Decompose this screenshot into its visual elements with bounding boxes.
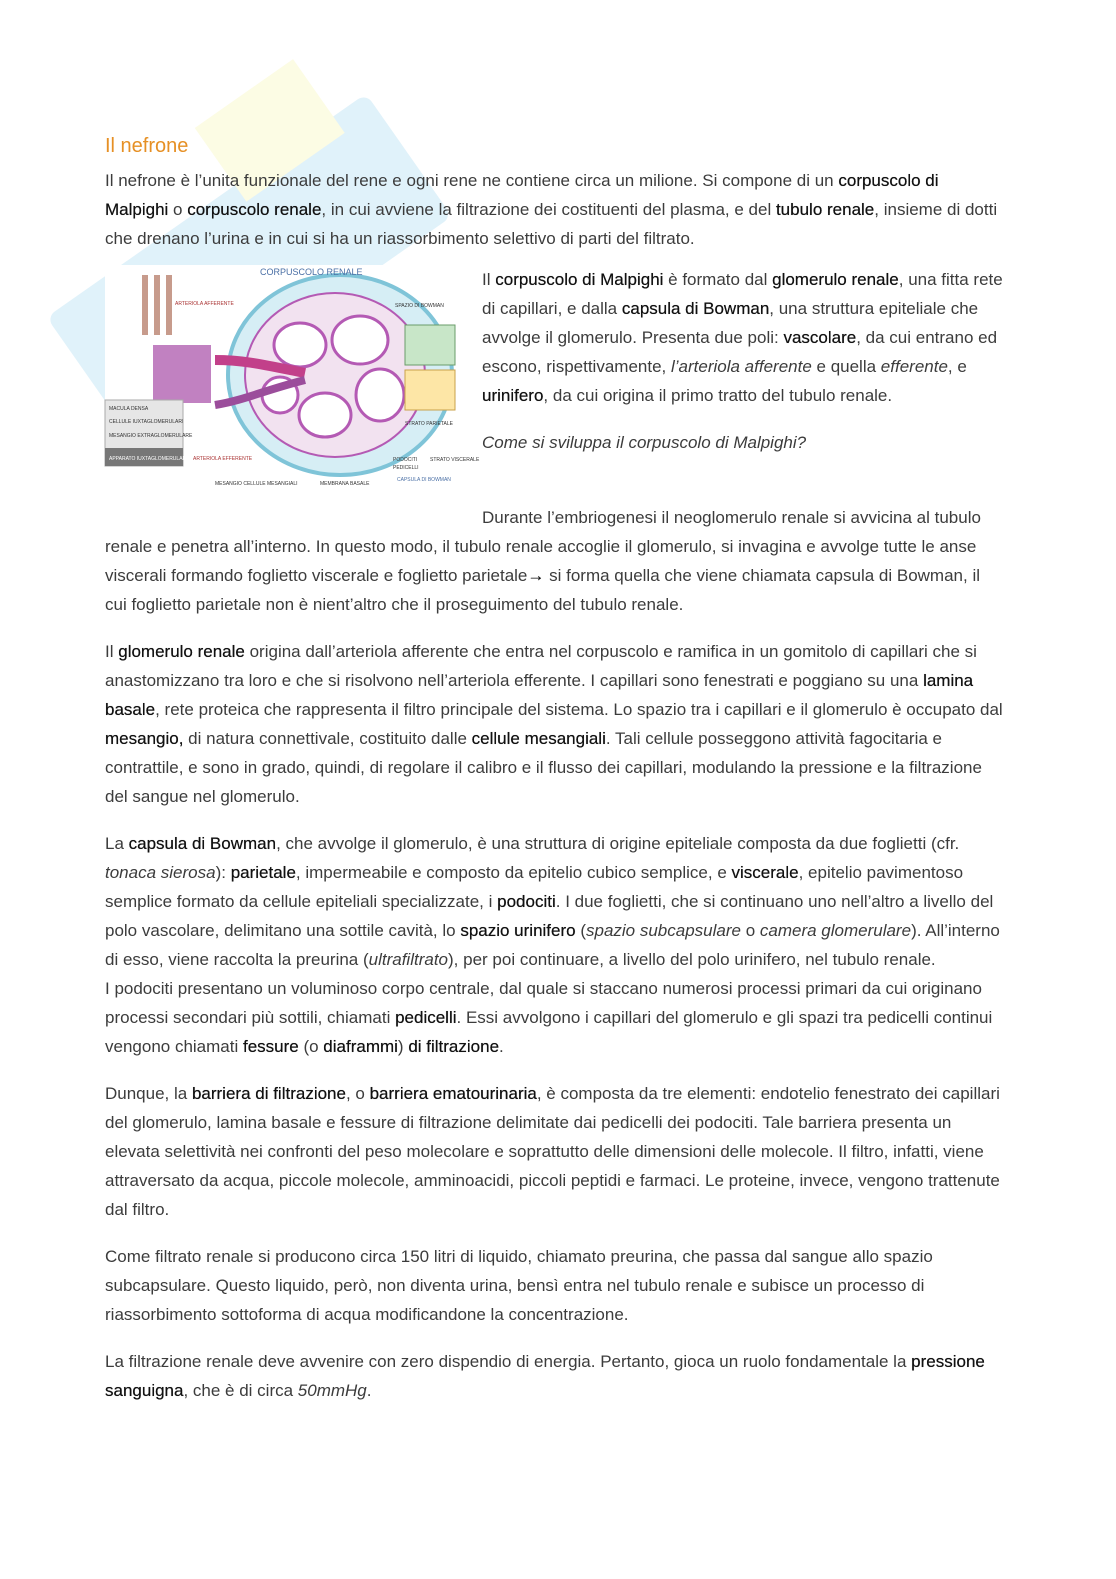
question-text: Come si sviluppa il corpuscolo di Malpighi? [482, 433, 807, 452]
label-macula: MACULA DENSA [109, 406, 149, 412]
podociti-segment: fessure [242, 1037, 299, 1056]
filtrato-paragraph [105, 1242, 1005, 1329]
capsula-segment: ). All’interno di esso, viene raccolta la preurina ( [105, 921, 1000, 969]
label-iuxtaglomerulari: CELLULE IUXTAGLOMERULARI [109, 419, 184, 425]
capsula-segment: ultrafiltrato [368, 950, 449, 969]
fig_para1-segment: , da cui entrano ed escono, rispettivamente, [482, 328, 998, 376]
label-mesangiali: MESANGIO CELLULE MESANGIALI [215, 481, 298, 487]
fig_para1-segment: , da cui origina il primo tratto del tubulo renale. [543, 386, 893, 405]
glomerulo-segment: mesangio, [105, 729, 184, 748]
energia-segment: La filtrazione renale deve avvenire con zero dispendio di energia. Pertanto, gioca un ruolo fondamentale la [105, 1352, 912, 1371]
barriera-segment: , o [345, 1084, 370, 1103]
label-viscerale: STRATO VISCERALE [430, 457, 480, 463]
label-spazio: SPAZIO DI BOWMAN [395, 303, 444, 309]
capsula-segment: parietale [230, 863, 296, 882]
filtrato-segment: Come filtrato renale si producono circa 150 litri di liquido, chiamato preurina, che passa dal sangue allo spazio subcapsulare. Questo liquido, però, non diventa urina, bensì entra nel tubulo renale e subisce un processo di riassorbimento sottoforma di acqua modificandone la concentrazione. [105, 1247, 933, 1324]
capsula-segment: ), per poi continuare, a livello del polo urinifero, nel tubulo renale. [448, 950, 936, 969]
label-membrana: MEMBRANA BASALE [320, 481, 370, 487]
capsula-segment: , epitelio pavimentoso semplice formato da cellule epiteliali specializzate, i [105, 863, 964, 911]
figure-side-text [482, 265, 1005, 457]
intro-segment: , insieme di dotti che drenano l’urina e in cui si ha un riassorbimento selettivo di parti del filtrato. [105, 200, 998, 248]
fig_para1-segment: capsula di Bowman [621, 299, 770, 318]
label-arteriola-efferente: ARTERIOLA EFFERENTE [193, 456, 253, 462]
fig_para1-segment: , una fitta rete di capillari, e dalla [482, 270, 1003, 318]
glomerulo-segment: Il [105, 642, 119, 661]
intro-segment: , in cui avviene la filtrazione dei costituenti del plasma, e del [321, 200, 776, 219]
fig_para1-segment: , una struttura epiteliale che avvolge il glomerulo. Presenta due poli: [482, 299, 979, 347]
label-arteriola-afferente: ARTERIOLA AFFERENTE [175, 301, 234, 307]
podociti-segment: I podociti presentano un voluminoso corpo centrale, dal quale si staccano numerosi processi primari da cui originano processi secondari più sottili, chiamati [105, 979, 982, 1027]
capsula-segment: ( [575, 921, 586, 940]
development-paragraph [105, 503, 1005, 619]
glomerulo-segment: glomerulo renale [118, 642, 245, 661]
renal-corpuscle-illustration [105, 265, 480, 495]
label-pedicelli: PEDICELLI [393, 465, 419, 471]
capsula-segment: . I due foglietti, che si continuano uno nell’altro a livello del polo vascolare, delimitano una sottile cavità, lo [105, 892, 994, 940]
fig_para1-segment: vascolare [783, 328, 857, 347]
glomerulo-segment: origina dall’arteriola afferente che entra nel corpuscolo e ramifica in un gomitolo di capillari che si anastomizzano tra loro e che si risolvono nell’arteriola efferente. I capillari sono fenestrati e poggiano su una [105, 642, 977, 690]
fig_para1-segment: efferente [880, 357, 948, 376]
document-page [105, 128, 1005, 1405]
podociti-segment: (o [298, 1037, 324, 1056]
label-parietale: STRATO PARIETALE [405, 421, 453, 427]
question-line [482, 428, 1005, 457]
capsula-segment: viscerale [731, 863, 799, 882]
capsula-segment: podociti [497, 892, 556, 911]
capsula-segment: o [740, 921, 760, 940]
podociti-segment: ) [397, 1037, 409, 1056]
development-segment: → [527, 566, 545, 585]
fig_para1-segment: e quella [811, 357, 881, 376]
glomerulo-paragraph [105, 637, 1005, 811]
podociti-paragraph [105, 974, 1005, 1061]
intro-segment: tubulo renale [775, 200, 875, 219]
podociti-segment: di filtrazione [408, 1037, 500, 1056]
podociti-segment: diaframmi [323, 1037, 398, 1056]
fig_para1-segment: urinifero [482, 386, 544, 405]
capsula-segment: La [105, 834, 129, 853]
fig_para1-segment: è formato dal [663, 270, 773, 289]
fig_para1-segment: , e [947, 357, 967, 376]
barriera-segment: barriera di filtrazione [191, 1084, 346, 1103]
glomerulo-segment: , rete proteica che rappresenta il filtro principale del sistema. Lo spazio tra i capillari e il glomerulo è occupato dal [155, 700, 1003, 719]
glomerulo-segment: di natura connettivale, costituito dalle [183, 729, 472, 748]
capsula-segment: spazio urinifero [460, 921, 576, 940]
label-corpuscolo: CORPUSCOLO RENALE [260, 267, 363, 277]
energia-segment: pressione sanguigna [105, 1352, 985, 1400]
development-segment: Durante l’embriogenesi il neoglomerulo renale si avvicina al tubulo renale e penetra all’interno. In questo modo, il tubulo renale accoglie il glomerulo, si invagina e avvolge tutte le anse viscerali formando foglietto viscerale e foglietto parietale [105, 508, 981, 585]
development-segment: si forma quella che viene chiamata capsula di Bowman, il cui foglietto parietale non è nient’altro che il proseguimento del tubulo renale. [105, 566, 980, 614]
intro-segment: o [168, 200, 188, 219]
capsula-segment: spazio subcapsulare [585, 921, 741, 940]
energia-segment: . [366, 1381, 372, 1400]
glomerulo-segment: cellule mesangiali [471, 729, 606, 748]
capsula-segment: , impermeabile e composto da epitelio cubico semplice, e [295, 863, 732, 882]
capsula-segment: , che avvolge il glomerulo, è una struttura di origine epiteliale composta da due foglietti (cfr. [276, 834, 960, 853]
energia-segment: 50mmHg [297, 1381, 367, 1400]
intro-segment: corpuscolo renale [187, 200, 322, 219]
capsula-segment: ): [215, 863, 231, 882]
barriera-paragraph [105, 1079, 1005, 1224]
podociti-segment: . Essi avvolgono i capillari del glomerulo e gli spazi tra pedicelli continui vengono chiamati [105, 1008, 993, 1056]
figure-section [105, 265, 1005, 505]
capsula-segment: camera glomerulare [759, 921, 912, 940]
capsula-segment: tonaca sierosa [105, 863, 216, 882]
energia-segment: , che è di circa [183, 1381, 298, 1400]
fig_para1-segment: Il [482, 270, 496, 289]
intro-paragraph [105, 166, 1005, 253]
page-title: Il nefrone [105, 135, 189, 157]
glomerulo-segment: lamina basale [105, 671, 974, 719]
fig_para1-segment: l’arteriola afferente [670, 357, 812, 376]
barriera-segment: barriera ematourinaria [369, 1084, 537, 1103]
corpuscolo-paragraph [482, 265, 1005, 410]
barriera-segment: Dunque, la [105, 1084, 192, 1103]
glomerulo-segment: . Tali cellule posseggono attività fagocitaria e contrattile, e sono in grado, quindi, di regolare il calibro e il flusso dei capillari, modulando la pressione e la filtrazione del sangue nel glomerulo. [105, 729, 982, 806]
label-podociti: PODOCITI [393, 457, 418, 463]
label-mesangio-ext: MESANGIO EXTRAGLOMERULARE [109, 433, 193, 439]
fig_para1-segment: corpuscolo di Malpighi [495, 270, 664, 289]
capsula-paragraph [105, 829, 1005, 974]
podociti-segment: pedicelli [395, 1008, 457, 1027]
label-capsula: CAPSULA DI BOWMAN [397, 477, 451, 483]
label-apparato: APPARATO IUXTAGLOMERULARE [109, 456, 190, 462]
podociti-segment: . [499, 1037, 504, 1056]
intro-segment: corpuscolo di Malpighi [105, 171, 939, 219]
fig_para1-segment: glomerulo renale [772, 270, 899, 289]
capsula-segment: capsula di Bowman [128, 834, 277, 853]
barriera-segment: , è composta da tre elementi: endotelio fenestrato dei capillari del glomerulo, lamina basale e fessure di filtrazione delimitate dai pedicelli dei podociti. Tale barriera presenta un elevata selettività nei confronti del peso molecolare e soprattutto delle dimensioni delle molecole. Il filtro, infatti, viene attraversato da acqua, piccole molecole, amminoacidi, piccoli peptidi e farmaci. Le proteine, invece, vengono trattenute dal filtro. [105, 1084, 1000, 1219]
intro-segment: Il nefrone è l’unita funzionale del rene e ogni rene ne contiene circa un milione. Si compone di un [105, 171, 839, 190]
energia-paragraph [105, 1347, 1005, 1405]
